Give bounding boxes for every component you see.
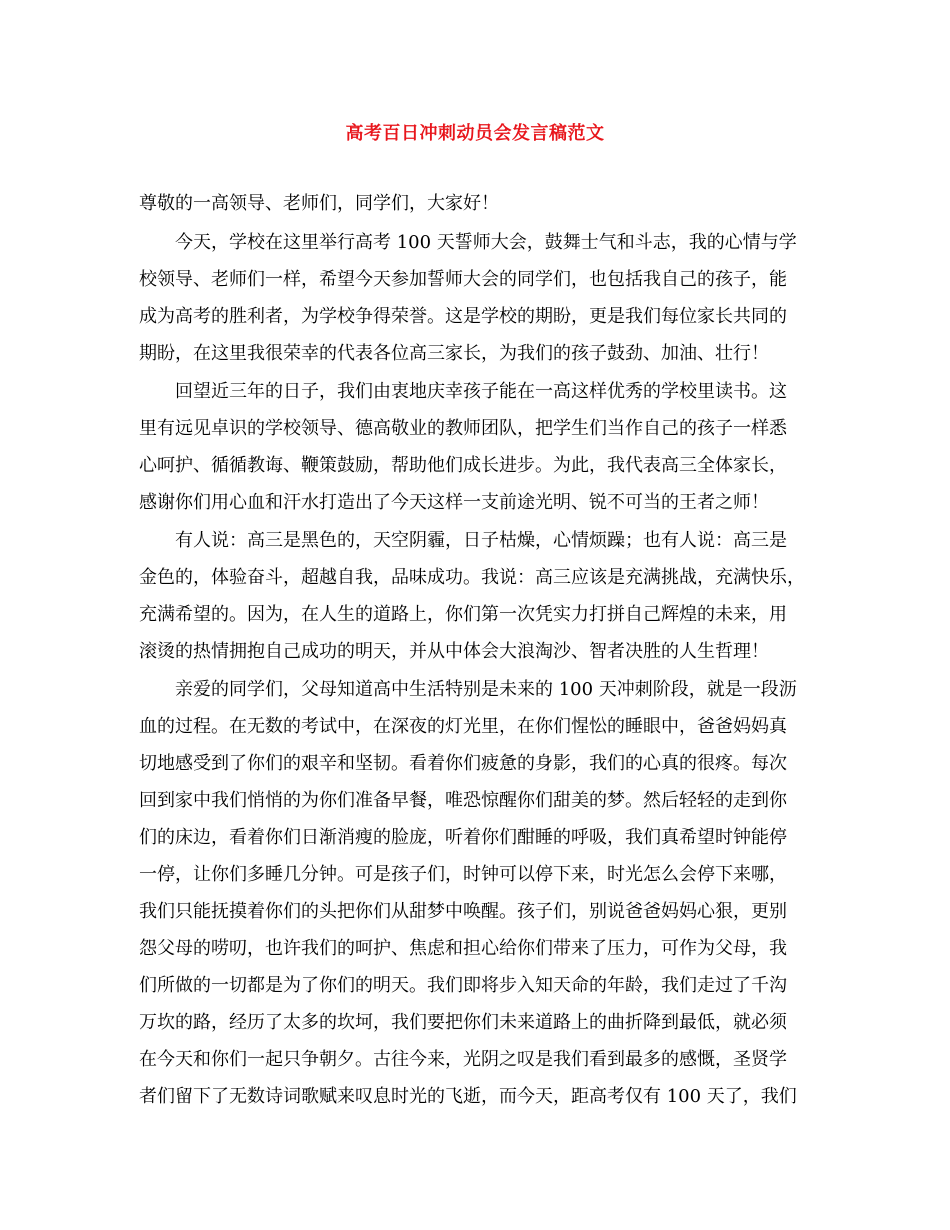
paragraph-line: 者们留下了无数诗词歌赋来叹息时光的飞逝，而今天，距高考仅有 100 天了，我们 — [139, 1086, 797, 1107]
paragraph-line: 一停，让你们多睡几分钟。可是孩子们，时钟可以停下来，时光怎么会停下来哪， — [139, 864, 787, 885]
paragraph-line: 们所做的一切都是为了你们的明天。我们即将步入知天命的年龄，我们走过了千沟 — [139, 975, 787, 996]
paragraph-line: 期盼，在这里我很荣幸的代表各位高三家长，为我们的孩子鼓劲、加油、壮行！ — [139, 343, 769, 364]
paragraph-line: 今天，学校在这里举行高考 100 天誓师大会，鼓舞士气和斗志，我的心情与学 — [175, 232, 797, 253]
paragraph-line: 血的过程。在无数的考试中，在深夜的灯光里，在你们惺忪的睡眼中，爸爸妈妈真 — [139, 716, 787, 737]
paragraph-line: 回望近三年的日子，我们由衷地庆幸孩子能在一高这样优秀的学校里读书。这 — [175, 381, 787, 402]
document-title: 高考百日冲刺动员会发言稿范文 — [345, 123, 605, 144]
paragraph-line: 我们只能抚摸着你们的头把你们从甜梦中唤醒。孩子们，别说爸爸妈妈心狠，更别 — [139, 901, 787, 922]
paragraph-line: 里有远见卓识的学校领导、德高敬业的教师团队，把学生们当作自己的孩子一样悉 — [139, 418, 787, 439]
paragraph-line: 充满希望的。因为，在人生的道路上，你们第一次凭实力打拼自己辉煌的未来，用 — [139, 604, 787, 625]
paragraph-line: 切地感受到了你们的艰辛和坚韧。看着你们疲惫的身影，我们的心真的很疼。每次 — [139, 753, 787, 774]
paragraph-line: 成为高考的胜利者，为学校争得荣誉。这是学校的期盼，更是我们每位家长共同的 — [139, 306, 787, 327]
paragraph-line: 滚烫的热情拥抱自己成功的明天，并从中体会大浪淘沙、智者决胜的人生哲理！ — [139, 641, 769, 662]
greeting-line: 尊敬的一高领导、老师们，同学们，大家好！ — [139, 193, 499, 214]
paragraph-line: 万坎的路，经历了太多的坎坷，我们要把你们未来道路上的曲折降到最低，就必须 — [139, 1012, 787, 1033]
paragraph-line: 怨父母的唠叨，也许我们的呵护、焦虑和担心给你们带来了压力，可作为父母，我 — [139, 938, 787, 959]
paragraph-line: 们的床边，看着你们日渐消瘦的脸庞，听着你们酣睡的呼吸，我们真希望时钟能停 — [139, 827, 787, 848]
paragraph-line: 有人说：高三是黑色的，天空阴霾，日子枯燥，心情烦躁；也有人说：高三是 — [175, 530, 787, 551]
paragraph-line: 回到家中我们悄悄的为你们准备早餐，唯恐惊醒你们甜美的梦。然后轻轻的走到你 — [139, 790, 787, 811]
paragraph-line: 感谢你们用心血和汗水打造出了今天这样一支前途光明、锐不可当的王者之师！ — [139, 492, 769, 513]
paragraph-line: 心呵护、循循教诲、鞭策鼓励，帮助他们成长进步。为此，我代表高三全体家长， — [139, 455, 787, 476]
paragraph-line: 校领导、老师们一样，希望今天参加誓师大会的同学们，也包括我自己的孩子，能 — [139, 269, 787, 290]
paragraph-line: 在今天和你们一起只争朝夕。古往今来，光阴之叹是我们看到最多的感慨，圣贤学 — [139, 1049, 787, 1070]
paragraph-line: 金色的，体验奋斗，超越自我，品味成功。我说：高三应该是充满挑战，充满快乐， — [139, 567, 805, 588]
paragraph-line: 亲爱的同学们，父母知道高中生活特别是未来的 100 天冲刺阶段，就是一段沥 — [175, 679, 797, 700]
